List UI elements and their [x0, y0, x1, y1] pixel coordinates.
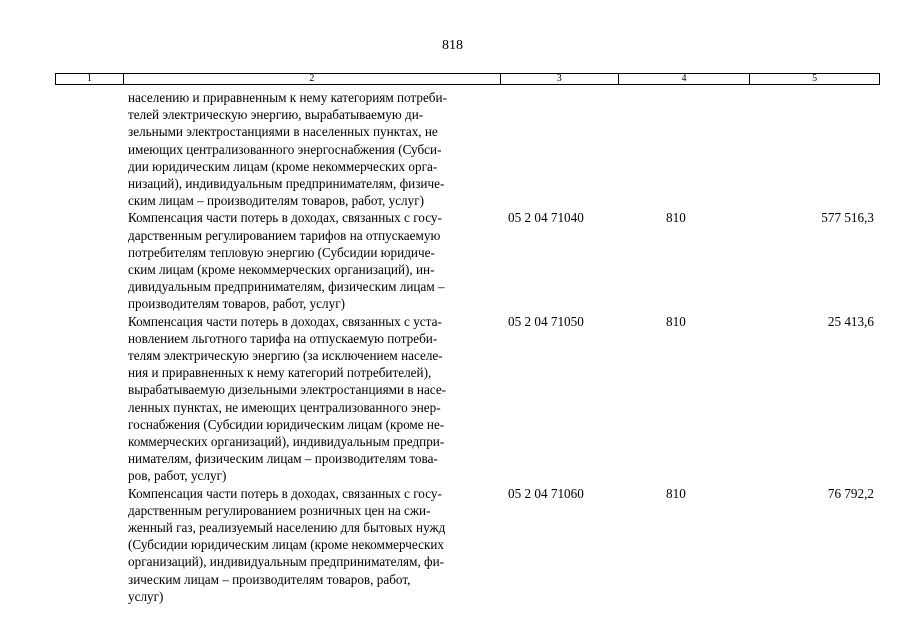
row-amount: 76 792,2 — [827, 485, 874, 501]
row-code: 05 2 04 71060 — [508, 485, 584, 501]
table-row — [0, 209, 905, 312]
column-header-2: 2 — [123, 74, 500, 84]
table-body — [0, 89, 905, 605]
row-code: 05 2 04 71050 — [508, 313, 584, 329]
table-row — [0, 313, 905, 485]
row-expense-type: 810 — [666, 313, 686, 329]
column-header-4: 4 — [618, 74, 750, 84]
table-header-row — [55, 73, 880, 85]
column-header-5: 5 — [749, 74, 879, 84]
table-row — [0, 89, 905, 209]
row-amount: 25 413,6 — [827, 313, 874, 329]
row-description: Компенсация части потерь в доходах, связанных с уста- новлением льготного тарифа на отпускаемую потреби- телям электрическую энергию (за исключением населе- ния и приравненных к нему категорий потребителей), вырабатываемую дизельными электростанциями в насе- ленных пунктах, не имеющих централизованного энер- госнабжения (Субсидии юридическим лицам (кроме не- коммерческих организаций), индивидуальным предпри- нимателям, физическим лицам – производителям това- ров, работ, услуг) — [128, 313, 447, 484]
table-row — [0, 485, 905, 605]
column-header-3: 3 — [500, 74, 618, 84]
column-header-1: 1 — [86, 73, 92, 84]
row-expense-type: 810 — [666, 485, 686, 501]
row-amount: 577 516,3 — [821, 210, 874, 226]
row-description: населению и приравненным к нему категориям потреби- телей электрическую энергию, вырабатываемую ди- зельными электростанциями в населенных пунктах, не имеющих централизованного энергоснабжения (Субси- дии юридическим лицам (кроме некоммерческих орга- низаций), индивидуальным предпринимателям, физиче- ским лицам – производителям товаров, работ, услуг) — [128, 90, 447, 209]
page-number: 818 — [442, 38, 463, 53]
row-expense-type: 810 — [666, 210, 686, 226]
row-description: Компенсация части потерь в доходах, связанных с госу- дарственным регулированием тарифов на отпускаемую потребителям тепловую энергию (Субсидии юридиче- ским лицам (кроме некоммерческих организаций), ин- дивидуальным предпринимателям, физическим лицам – производителям товаров, работ, услуг) — [128, 210, 445, 312]
row-description: Компенсация части потерь в доходах, связанных с госу- дарственным регулированием розничных цен на сжи- женный газ, реализуемый населению для бытовых нужд (Субсидии юридическим лицам (кроме некоммерческих организаций), индивидуальным предпринимателям, фи- зическим лицам – производителям товаров, работ, услуг) — [128, 485, 446, 604]
row-code: 05 2 04 71040 — [508, 210, 584, 226]
